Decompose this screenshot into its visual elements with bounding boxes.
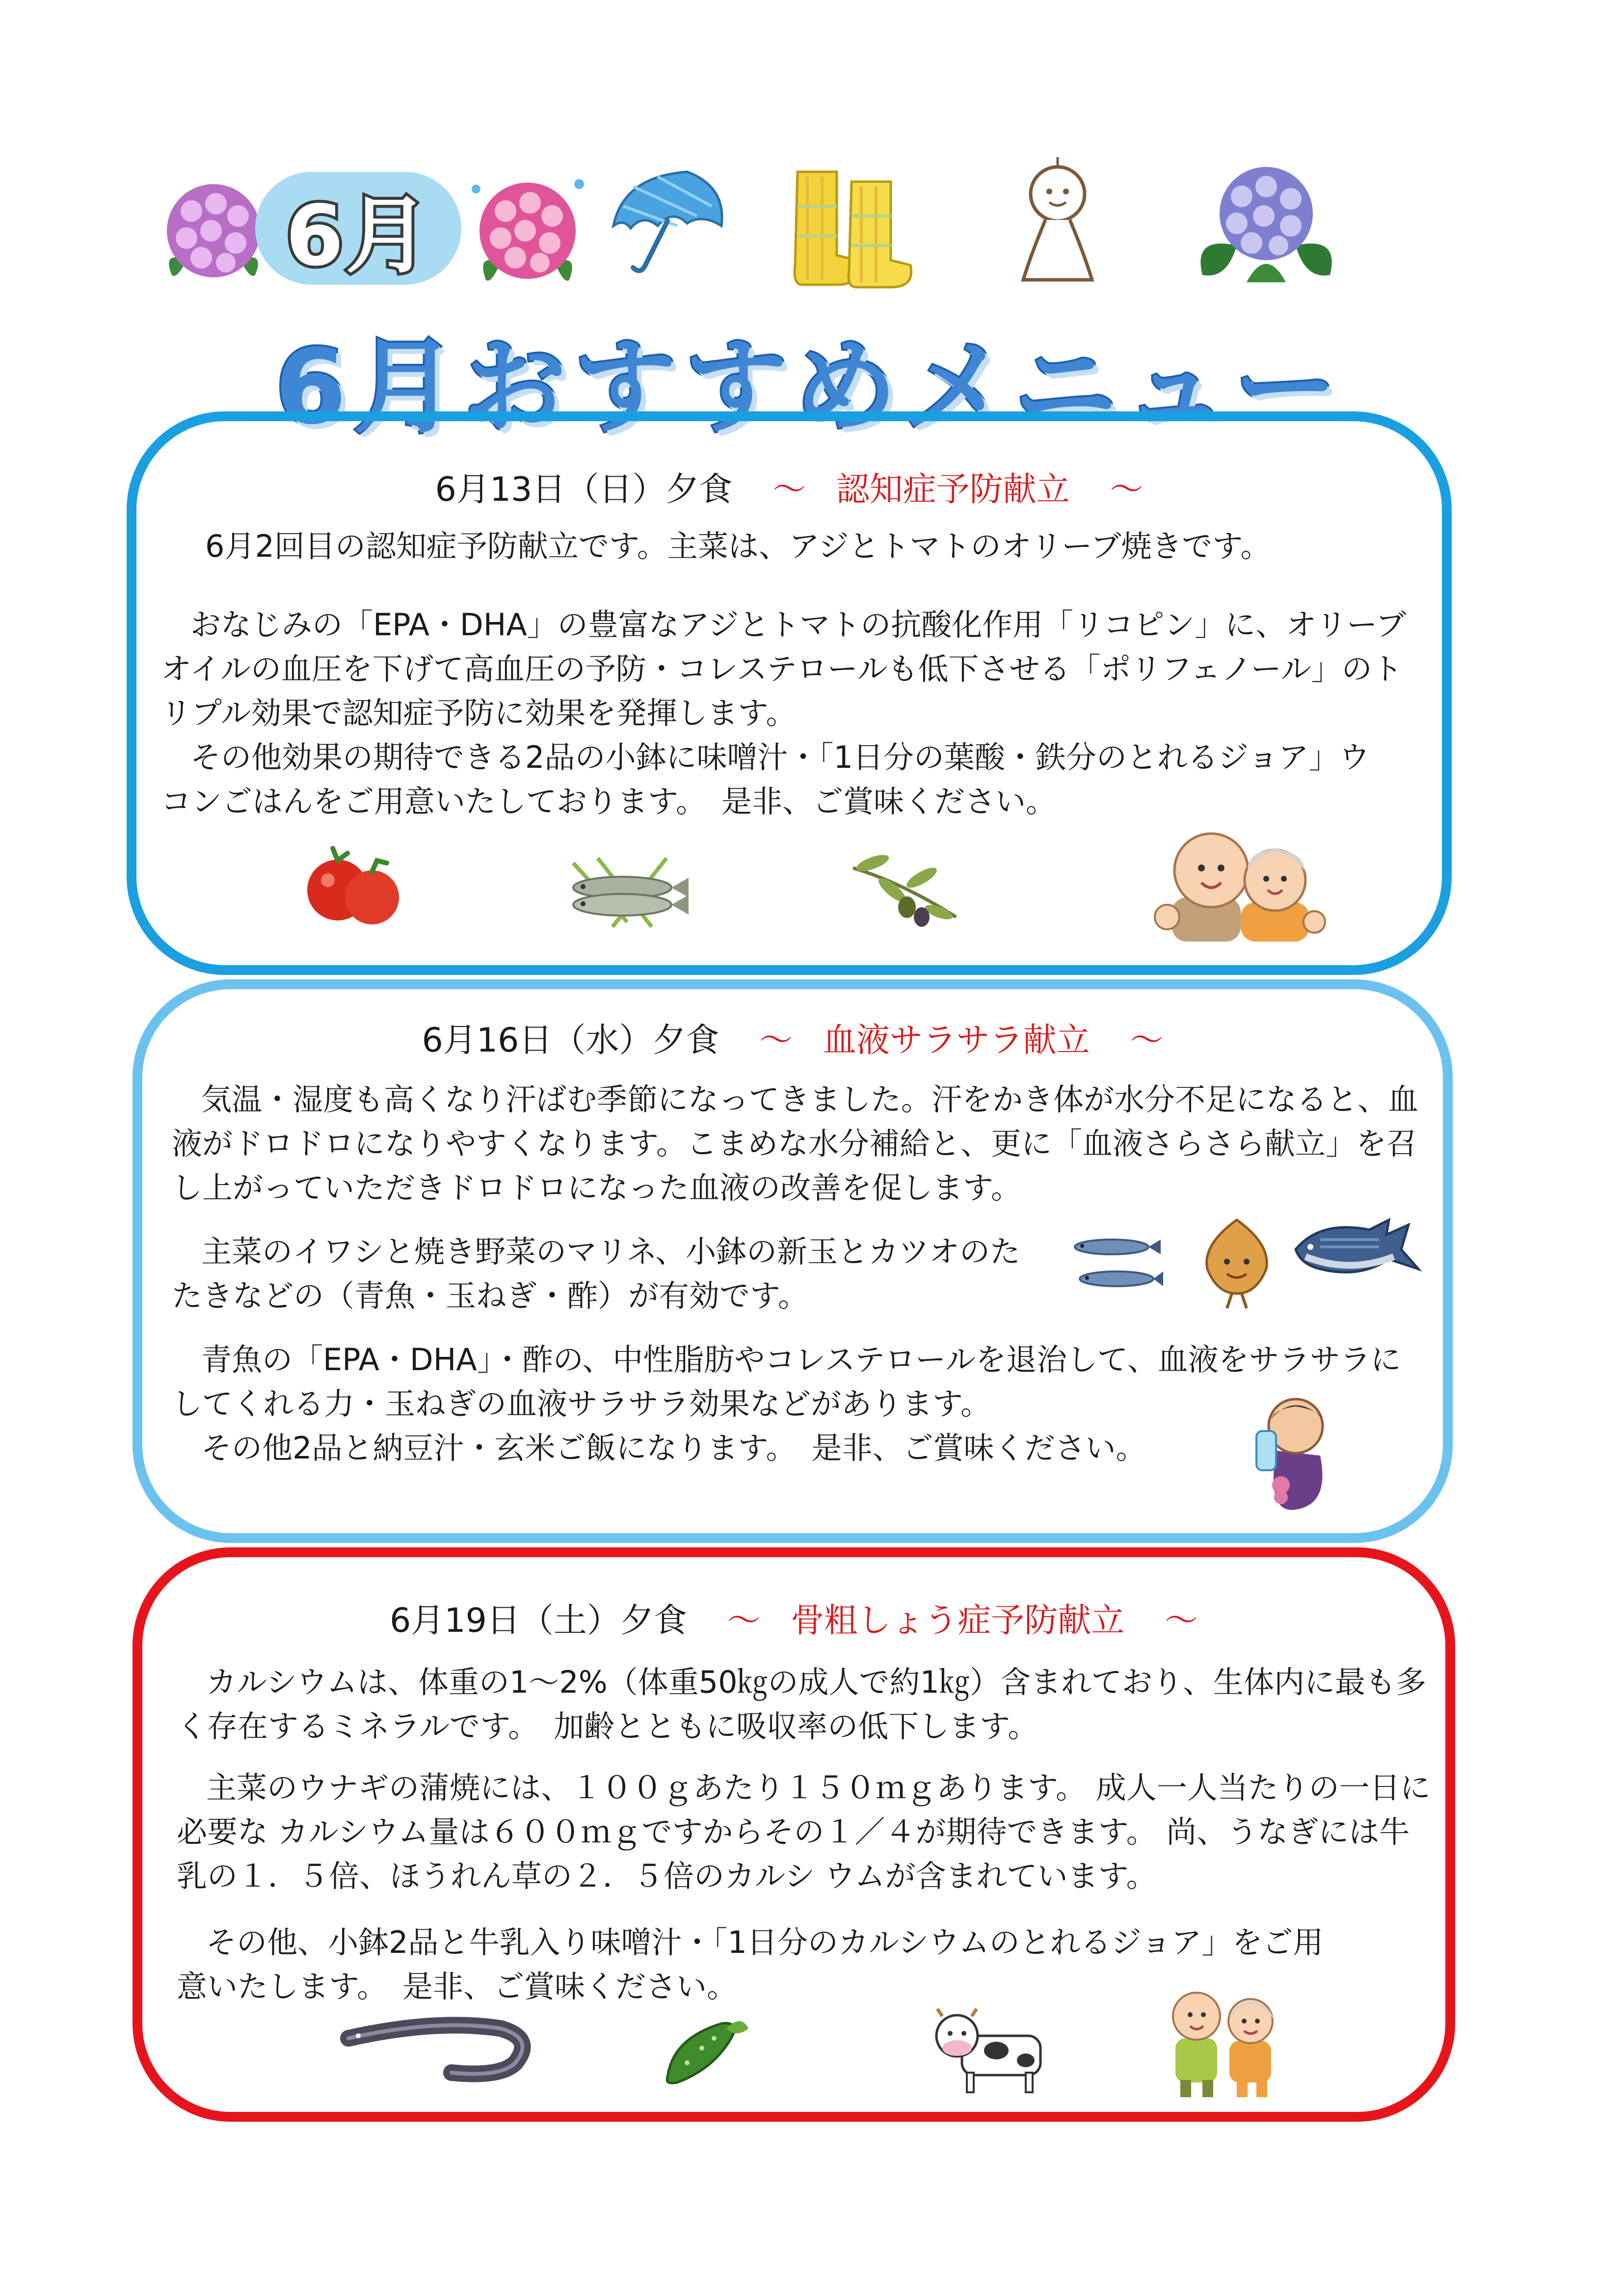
eel-icon — [339, 2009, 535, 2087]
menu-paragraph: その他、小鉢2品と牛乳入り味噌汁・「1日分のカルシウムのとれるジョア」をご用意いたします。 是非、ご賞味ください。 — [177, 1924, 1324, 2004]
elderly-couple-icon — [1157, 824, 1324, 942]
tilde: ～ — [1164, 1601, 1198, 1640]
menu-box-blood — [133, 979, 1453, 1543]
teru-teru-bozu-icon — [1016, 157, 1099, 285]
onion-icon — [1197, 1215, 1276, 1308]
drinking-water-person-icon — [1247, 1392, 1345, 1514]
menu-paragraph: 主菜のウナギの蒲焼には、１００ｇあたり１５０ｍｇあります。 成人一人当たりの一日に必要な カルシウム量は６００ｍｇですからその１／４が期待できます。 尚、うなぎには牛乳の１．５倍、ほうれん草の２．５倍のカルシ ウムが含まれています。 — [177, 1770, 1431, 1894]
menu-box-dementia — [127, 411, 1452, 975]
menu-heading — [142, 1014, 1443, 1061]
tilde: ～ — [1130, 1021, 1164, 1060]
hydrangea-icon — [157, 177, 270, 290]
month-badge-text: 6月 — [285, 187, 431, 285]
menu-paragraph: おなじみの「EPA・DHA」の豊富なアジとトマトの抗酸化作用「リコピン」に、オリーブオイルの血圧を下げて高血圧の予防・コレステロールも低下させる「ポリフェノール」のトリプル効果で認知症予防に効果を発揮します。 — [161, 607, 1406, 731]
cow-icon — [932, 2006, 1050, 2095]
cucumber-icon — [658, 2009, 751, 2087]
umbrella-icon — [604, 167, 731, 280]
hydrangea-icon — [471, 174, 584, 292]
month-badge — [255, 172, 461, 285]
tilde: ～ — [772, 470, 806, 509]
menu-title: 認知症予防献立 — [836, 470, 1070, 509]
page-title: 6月おすすめメニュー — [275, 327, 1344, 447]
menu-date: 6月16日（水）夕食 — [422, 1021, 719, 1060]
tomato-icon — [303, 843, 406, 927]
elderly-couple-icon — [1163, 1984, 1291, 2097]
menu-paragraph: 6月2回目の認知症予防献立です。主菜は、アジとトマトのオリーブ焼きです。 — [205, 528, 1271, 564]
menu-date: 6月13日（日）夕食 — [435, 470, 733, 509]
menu-paragraph: 主菜のイワシと焼き野菜のマリネ、小鉢の新玉とカツオのたたきなどの（青魚・玉ねぎ・酢）が有効です。 — [172, 1234, 1021, 1314]
bonito-icon — [1291, 1200, 1423, 1289]
menu-paragraph: カルシウムは、体重の1～2%（体重50㎏の成人で約1㎏）含まれており、生体内に最も多く存在するミネラルです。 加齢とともに吸収率の低下します。 — [177, 1664, 1426, 1744]
menu-paragraph: 気温・湿度も高くなり汗ばむ季節になってきました。汗をかき体が水分不足になると、血液がドロドロになりやすくなります。こまめな水分補給と、更に「血液さらさら献立」を召し上がっていただきドロドロになった血液の改善を促します。 — [172, 1081, 1419, 1206]
tilde: ～ — [1110, 470, 1144, 509]
menu-title: 骨粗しょう症予防献立 — [791, 1601, 1125, 1640]
menu-box-osteoporosis — [133, 1547, 1455, 2122]
menu-paragraph: その他2品と納豆汁・玄米ご飯になります。 是非、ご賞味ください。 — [201, 1430, 1146, 1466]
sardine-icon — [1070, 1230, 1163, 1298]
menu-date: 6月19日（土）夕食 — [390, 1601, 687, 1640]
hydrangea-icon — [1193, 162, 1340, 285]
menu-title: 血液サラサラ献立 — [823, 1021, 1090, 1060]
menu-paragraph: 青魚の「EPA・DHA」・酢の、中性脂肪やコレステロールを退治して、血液をサラサラにしてくれる力・玉ねぎの血液サラサラ効果などがあります。 — [172, 1342, 1401, 1422]
tilde: ～ — [727, 1601, 761, 1640]
horse-mackerel-icon — [554, 853, 691, 932]
rain-boots-icon — [788, 167, 915, 290]
menu-paragraph: その他効果の期待できる2品の小鉢に味噌汁・「1日分の葉酸・鉄分のとれるジョア」ウコンごはんをご用意いたしております。 是非、ご賞味ください。 — [161, 739, 1370, 819]
olive-icon — [848, 848, 961, 932]
menu-heading — [136, 463, 1442, 511]
menu-heading — [142, 1594, 1445, 1642]
tilde: ～ — [759, 1021, 793, 1060]
